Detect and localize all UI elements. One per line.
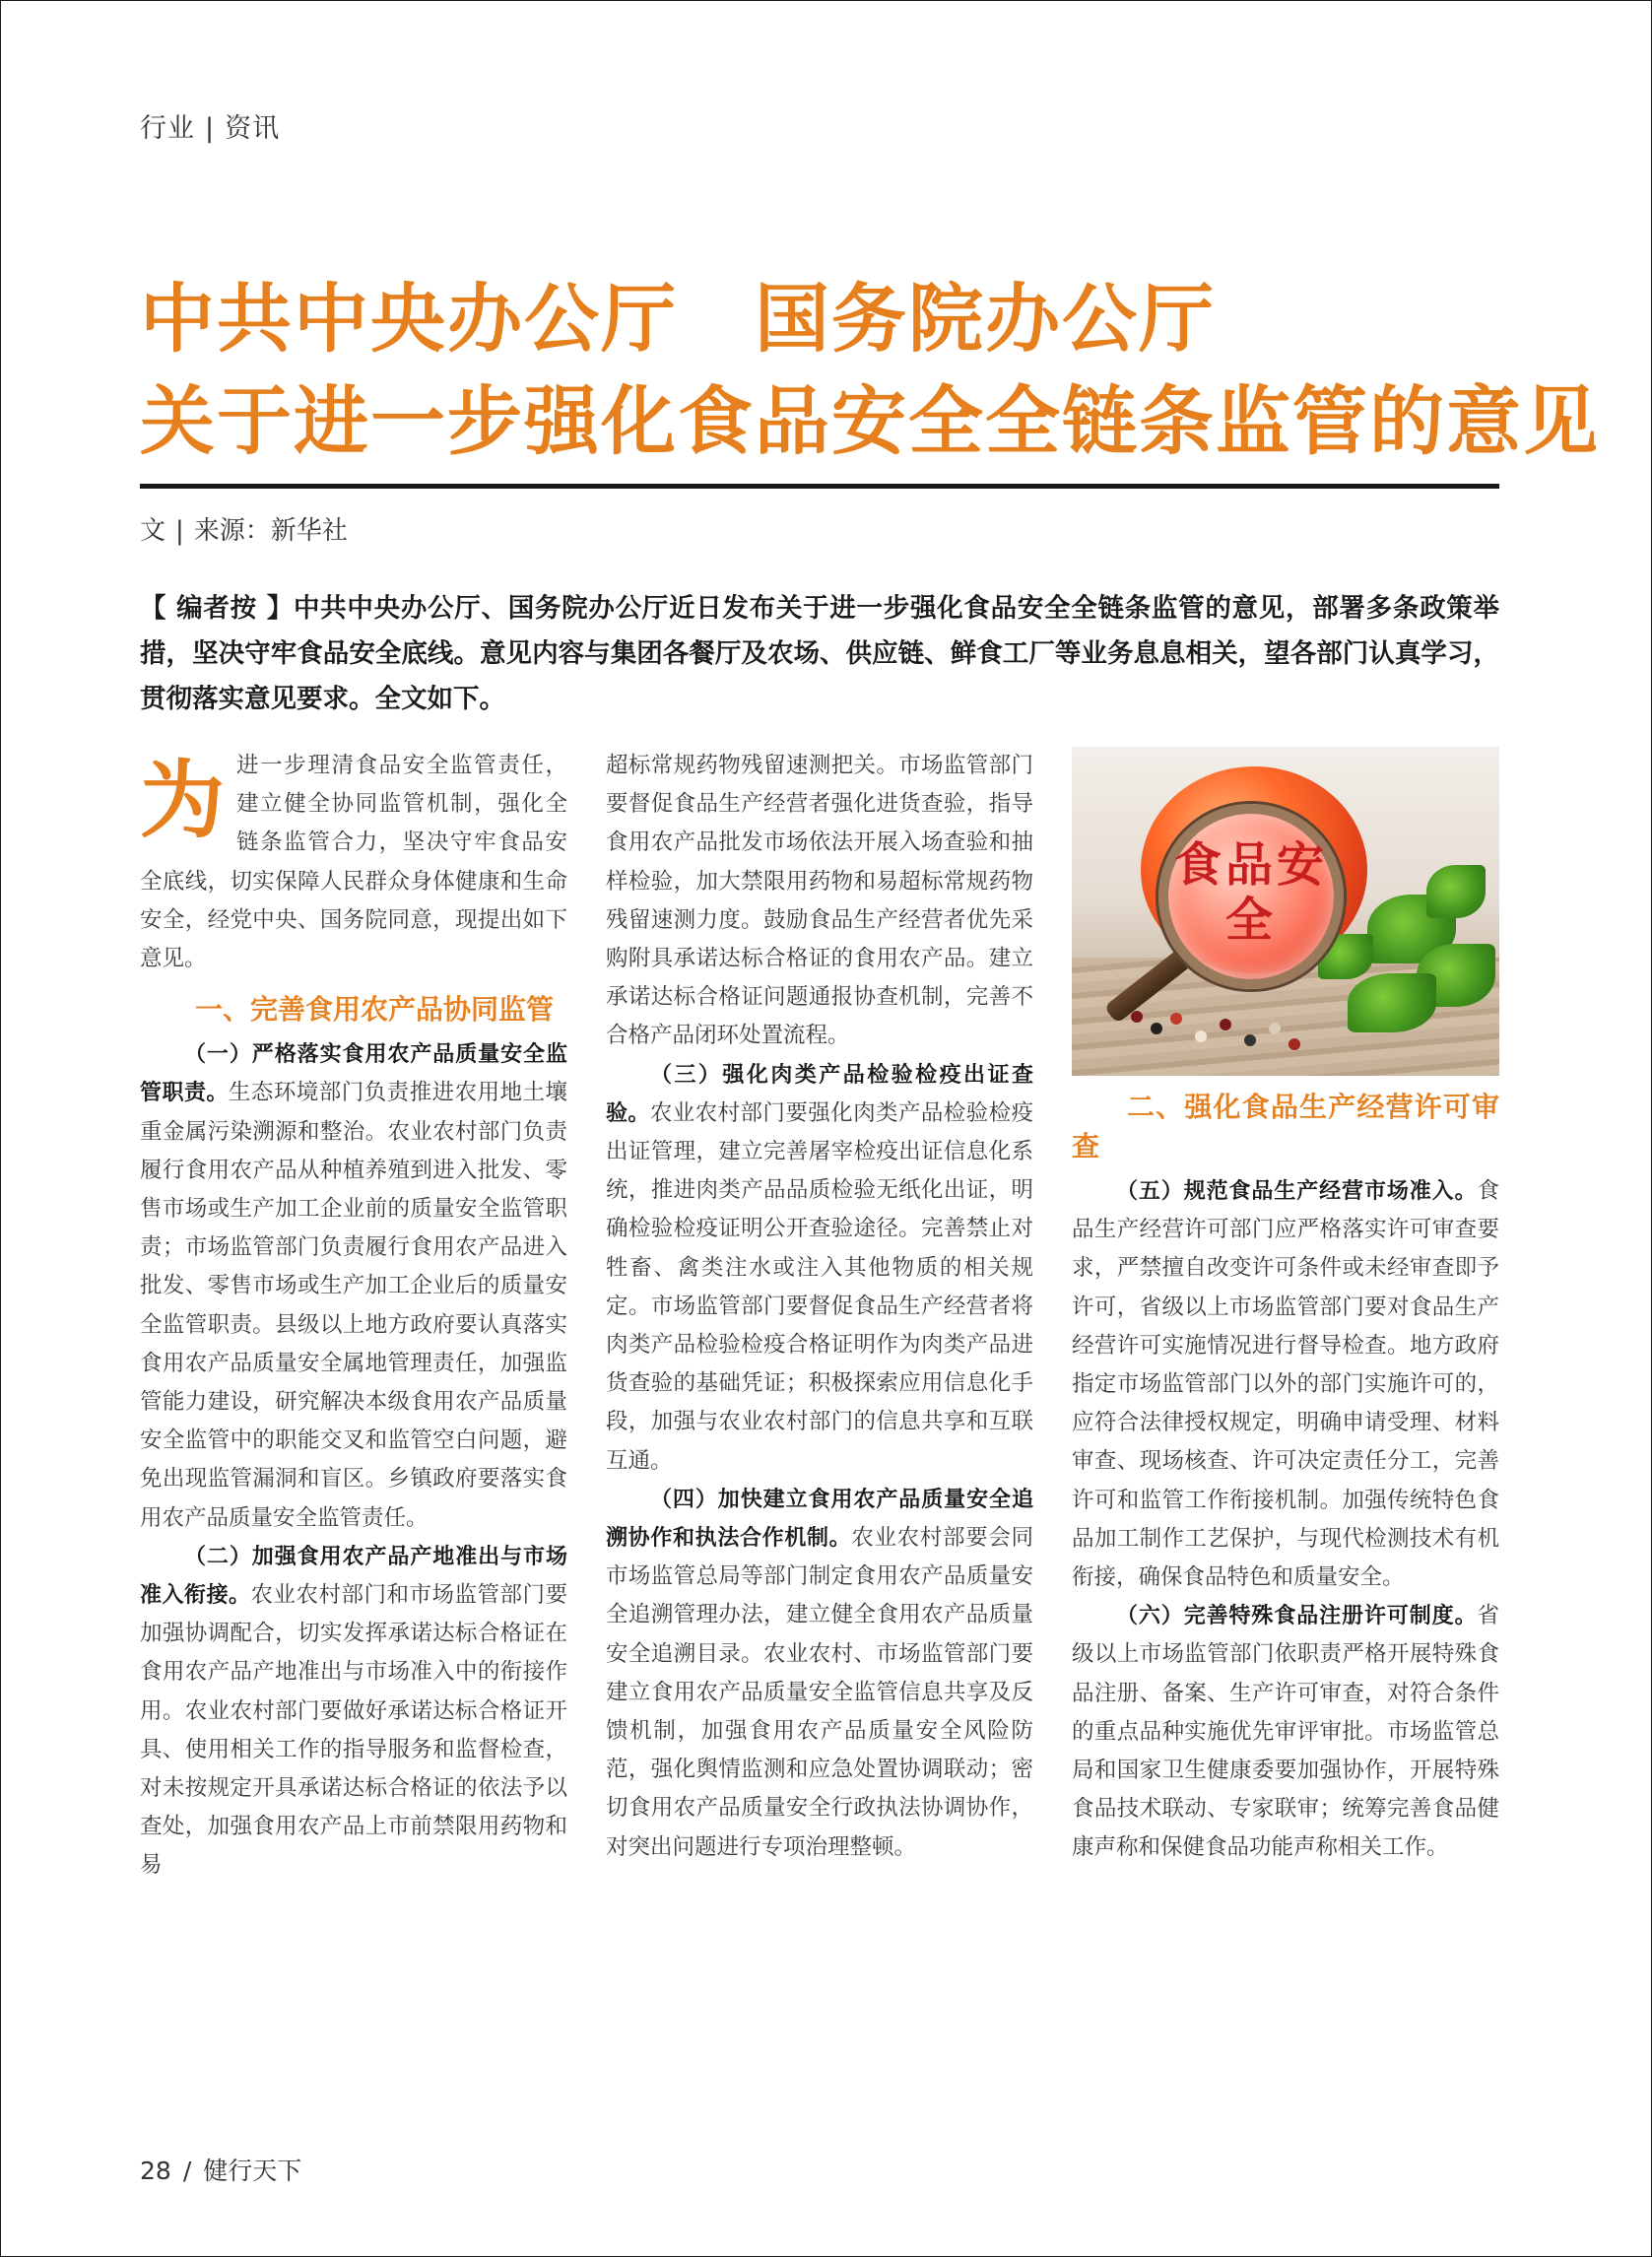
paragraph-6: [1072, 1597, 1499, 1867]
section-separator: |: [205, 113, 216, 144]
paragraph-5: [1072, 1172, 1499, 1597]
heading-section-1: 一、完善食用农产品协同监管: [195, 993, 555, 1027]
subheading-2: （二）加强食用农产品产地准出与市场准入衔接。: [140, 1544, 567, 1609]
food-safety-photo: [1072, 747, 1499, 1076]
peppercorn: [1195, 1030, 1207, 1042]
peppercorn: [1289, 1038, 1300, 1050]
subheading-1: （一）严格落实食用农产品质量安全监管职责。: [140, 1042, 567, 1106]
peppercorn: [1151, 1023, 1162, 1034]
paragraph-4-body: 农业农村部要会同市场监管总局等部门制定食用农产品质量安全追溯管理办法，建立健全食用农产品质量安全追溯目录。农业农村、市场监管部门要建立食用农产品质量安全监管信息共享及反馈机制，加强食用农产品质量安全风险防范，强化舆情监测和应急处置协调联动；密切食用农产品质量安全行政执法协调协作，对突出问题进行专项治理整顿。: [606, 1525, 1033, 1860]
parsley-leaf: [1348, 973, 1436, 1032]
subheading-5: （五）规范食品生产经营市场准入。: [1116, 1179, 1478, 1204]
section-tag: [140, 106, 280, 145]
paragraph-3-body: 农业农村部门要强化肉类产品检验检疫出证管理，建立完善屠宰检疫出证信息化系统，推进肉类产品品质检验无纸化出证，明确检验检疫证明公开查验途径。完善禁止对牲畜、禽类注水或注入其他物质的相关规定。市场监管部门要督促食品生产经营者将肉类产品检验检疫合格证明作为肉类产品进货查验的基础凭证；积极探索应用信息化手段，加强与农业农村部门的信息共享和互联互通。: [606, 1099, 1033, 1474]
intro-paragraph: [140, 747, 567, 978]
page-number: 28: [140, 2157, 171, 2185]
peppercorn: [1244, 1034, 1256, 1046]
peppercorn: [1220, 1019, 1231, 1030]
paragraph-6-body: 省级以上市场监管部门依职责严格开展特殊食品注册、备案、生产许可审查，对符合条件的重点品种实施优先审评审批。市场监管总局和国家卫生健康委要加强协作，开展特殊食品技术联动、专家联审；统筹完善食品健康声称和保健食品功能声称相关工作。: [1072, 1603, 1499, 1861]
intro-text: 进一步理清食品安全监管责任，建立健全协同监管机制，强化全链条监管合力，坚决守牢食品安全底线，切实保障人民群众身体健康和生命安全，经党中央、国务院同意，现提出如下意见。: [140, 753, 567, 972]
paragraph-1-body: 生态环境部门负责推进农用地土壤重金属污染溯源和整治。农业农村部门负责履行食用农产品从种植养殖到进入批发、零售市场或生产加工企业前的质量安全监管职责；市场监管部门负责履行食用农产品进入批发、零售市场或生产加工企业后的质量安全监管职责。县级以上地方政府要认真落实食用农产品质量安全属地管理责任，加强监管能力建设，研究解决本级食用农产品质量安全监管中的职能交叉和监管空白问题，避免出现监管漏洞和盲区。乡镇政府要落实食用农产品质量安全监管责任。: [140, 1080, 567, 1531]
title-divider: [140, 484, 1499, 489]
paragraph-2-continued: 超标常规药物残留速测把关。市场监管部门要督促食品生产经营者强化进货查验，指导食用农产品批发市场依法开展入场查验和抽样检验，加大禁限用药物和易超标常规药物残留速测力度。鼓励食品生产经营者优先采购附具承诺达标合格证的食用农产品。建立承诺达标合格证问题通报协查机制，完善不合格产品闭环处置流程。: [606, 753, 1033, 1049]
dropcap: 为: [140, 752, 225, 850]
section-label-news: 资讯: [225, 113, 281, 144]
byline-separator: |: [175, 516, 184, 546]
title-line-1: 中共中央办公厅 国务院办公厅: [140, 275, 1216, 363]
title-line-2: 关于进一步强化食品安全全链条监管的意见: [140, 377, 1600, 465]
article-title: [140, 268, 1600, 473]
peppercorn: [1269, 1023, 1281, 1034]
paragraph-2: [140, 1538, 567, 1886]
section-label-industry: 行业: [140, 113, 195, 144]
subheading-3: （三）强化肉类产品检验检疫出证查验。: [606, 1062, 1033, 1126]
page-footer: [140, 2152, 301, 2187]
peppercorn: [1170, 1013, 1182, 1025]
paragraph-4: [606, 1481, 1033, 1867]
magazine-name: 健行天下: [203, 2157, 302, 2185]
footer-separator: /: [182, 2157, 192, 2185]
parsley-leaf: [1426, 865, 1486, 918]
paragraph-5-body: 食品生产经营许可部门应严格落实许可审查要求，严禁擅自改变许可条件或未经审查即予许可，省级以上市场监管部门要对食品生产经营许可实施情况进行督导检查。地方政府指定市场监管部门以外的部门实施许可的，应符合法律授权规定，明确申请受理、材料审查、现场核查、许可决定责任分工，完善许可和监管工作衔接机制。加强传统特色食品加工制作工艺保护，与现代检测技术有机衔接，确保食品特色和质量安全。: [1072, 1178, 1499, 1591]
paragraph-2-body: 农业农村部门和市场监管部门要加强协调配合，切实发挥承诺达标合格证在食用农产品产地准出与市场准入中的衔接作用。农业农村部门要做好承诺达标合格证开具、使用相关工作的指导服务和监督检查，对未按规定开具承诺达标合格证的依法予以查处，加强食用农产品上市前禁限用药物和易: [140, 1582, 567, 1879]
photo-caption: 食品安全: [1174, 837, 1329, 948]
byline-prefix: 文: [140, 516, 166, 546]
heading-section-2: 二、强化食品生产经营许可审查: [1072, 1091, 1499, 1162]
paragraph-1: [140, 1035, 567, 1538]
byline-source: 来源：新华社: [193, 516, 348, 546]
column-1: [140, 747, 567, 1886]
subheading-4: （四）加快建立食用农产品质量安全追溯协作和执法合作机制。: [606, 1487, 1033, 1552]
byline: [140, 510, 348, 547]
editor-note: 【 编者按 】中共中央办公厅、国务院办公厅近日发布关于进一步强化食品安全全链条监管的意见，部署多条政策举措，坚决守牢食品安全底线。意见内容与集团各餐厅及农场、供应链、鲜食工厂等业务息息相关，望各部门认真学习，贯彻落实意见要求。全文如下。: [140, 593, 1499, 714]
subheading-6: （六）完善特殊食品注册许可制度。: [1116, 1604, 1478, 1629]
column-2: [606, 747, 1033, 1867]
column-3: [1072, 747, 1499, 1868]
peppercorn: [1131, 1011, 1143, 1023]
paragraph-3: [606, 1056, 1033, 1481]
